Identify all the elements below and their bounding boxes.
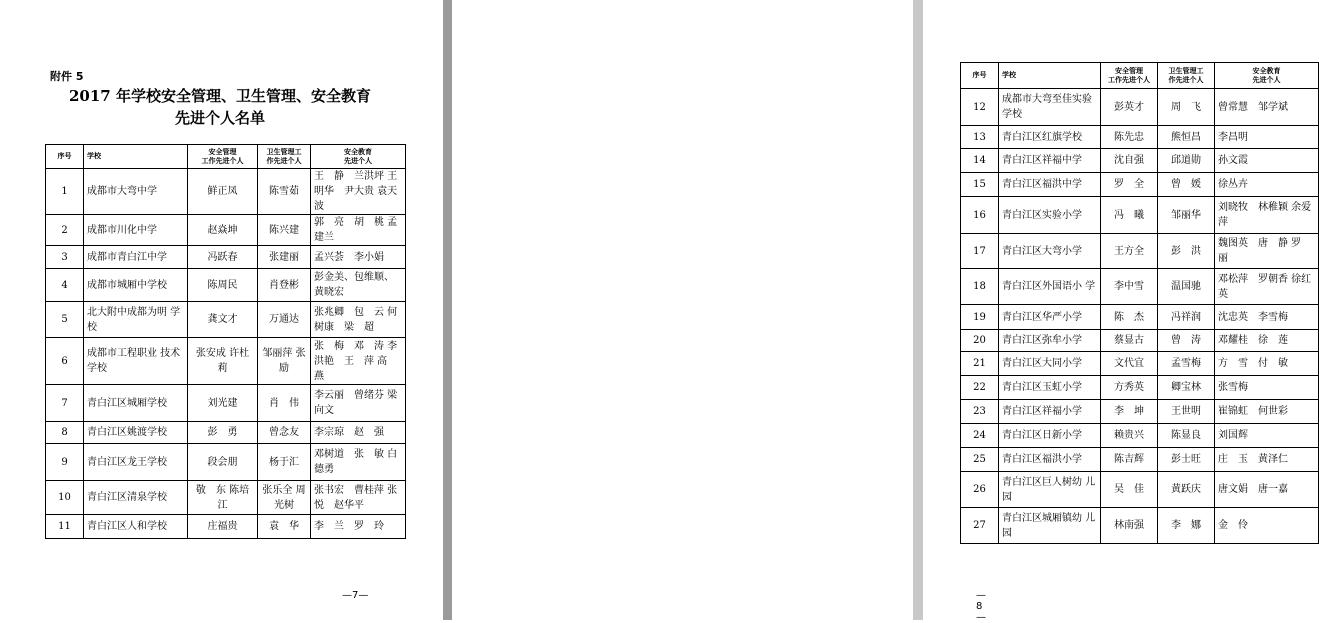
health-mgmt-person: 熊恒昌 [1158,126,1215,149]
safety-mgmt-person: 彭英才 [1101,89,1158,126]
health-mgmt-person: 陈显良 [1158,424,1215,448]
header-school: 学校 [84,145,188,169]
school-name: 青白江区玉虹小学 [999,376,1101,400]
school-name: 青白江区城厢学校 [84,385,188,422]
row-number: 17 [961,234,999,269]
health-mgmt-person: 杨于汇 [258,444,311,481]
school-name: 青白江区外国语小 学 [999,269,1101,305]
row-number: 4 [46,269,84,302]
safety-mgmt-person: 林南强 [1101,508,1158,544]
safety-mgmt-person: 刘光建 [188,385,258,422]
safety-edu-person: 李宗琼 赵 强 [311,422,406,444]
school-name: 青白江区实验小学 [999,197,1101,234]
school-name: 青白江区红旗学校 [999,126,1101,149]
table-row [961,352,1319,376]
school-name: 青白江区姚渡学校 [84,422,188,444]
table-row [961,330,1319,352]
table-body-page7 [46,169,406,539]
safety-mgmt-person: 陈 杰 [1101,305,1158,330]
safety-edu-person: 张兆卿 包 云 何树康 梁 超 [311,302,406,338]
health-mgmt-person: 肖登彬 [258,269,311,302]
health-mgmt-person: 彭士旺 [1158,448,1215,472]
page-number: —8— [976,590,986,623]
table-row [46,302,406,338]
safety-mgmt-person: 方秀英 [1101,376,1158,400]
health-mgmt-person: 曾 媛 [1158,173,1215,197]
health-mgmt-person: 张乐全 周光树 [258,481,311,515]
safety-edu-person: 彭金美、包维顺、 黄晓宏 [311,269,406,302]
document-title-line1: 2017 年学校安全管理、卫生管理、安全教育 [69,87,371,105]
safety-mgmt-person: 鲜正凤 [188,169,258,215]
safety-mgmt-person: 彭 勇 [188,422,258,444]
health-mgmt-person: 孟雪梅 [1158,352,1215,376]
table-row [46,385,406,422]
page-gap [443,0,452,620]
table-row [46,422,406,444]
table-row [961,269,1319,305]
row-number: 14 [961,149,999,173]
row-number: 24 [961,424,999,448]
school-name: 青白江区清泉学校 [84,481,188,515]
table-row [46,215,406,246]
header-safety-mgmt: 安全管理 工作先进个人 [188,145,258,169]
safety-mgmt-person: 张安成 许杜莉 [188,338,258,385]
school-name: 北大附中成都为明 学校 [84,302,188,338]
school-name: 青白江区福洪小学 [999,448,1101,472]
header-health-mgmt: 卫生管理工 作先进个人 [1158,63,1215,89]
table-row [961,234,1319,269]
safety-edu-person: 孙文霞 [1215,149,1319,173]
row-number: 1 [46,169,84,215]
table-row [961,126,1319,149]
row-number: 15 [961,173,999,197]
safety-edu-person: 曾常慧 邹学斌 [1215,89,1319,126]
table-header-row [961,63,1319,89]
health-mgmt-person: 邱道勋 [1158,149,1215,173]
school-name: 成都市大弯至佳实验 学校 [999,89,1101,126]
header-no: 序号 [46,145,84,169]
school-name: 青白江区人和学校 [84,515,188,539]
row-number: 2 [46,215,84,246]
health-mgmt-person: 黄跃庆 [1158,472,1215,508]
safety-mgmt-person: 赵焱坤 [188,215,258,246]
health-mgmt-person: 邹丽华 [1158,197,1215,234]
safety-edu-person: 王 静 兰洪坪 王明华 尹大贵 袁天波 [311,169,406,215]
school-name: 青白江区龙王学校 [84,444,188,481]
safety-edu-person: 郭 亮 胡 桃 孟建兰 [311,215,406,246]
school-name: 成都市大弯中学 [84,169,188,215]
safety-edu-person: 张书宏 曹桂萍 张 悦 赵华平 [311,481,406,515]
table-row [961,89,1319,126]
school-name: 青白江区大弯小学 [999,234,1101,269]
health-mgmt-person: 王世明 [1158,400,1215,424]
row-number: 16 [961,197,999,234]
row-number: 23 [961,400,999,424]
row-number: 18 [961,269,999,305]
table-row [961,472,1319,508]
safety-edu-person: 唐文娟 唐一嘉 [1215,472,1319,508]
table-row [46,481,406,515]
health-mgmt-person: 陈雪茹 [258,169,311,215]
table-row [46,269,406,302]
safety-mgmt-person: 李 坤 [1101,400,1158,424]
safety-mgmt-person: 沈自强 [1101,149,1158,173]
school-name: 青白江区巨人树幼 儿园 [999,472,1101,508]
row-number: 5 [46,302,84,338]
header-safety-edu: 安全教育 先进个人 [1215,63,1319,89]
safety-mgmt-person: 文代宜 [1101,352,1158,376]
school-name: 青白江区祥福中学 [999,149,1101,173]
row-number: 13 [961,126,999,149]
row-number: 26 [961,472,999,508]
row-number: 10 [46,481,84,515]
header-no: 序号 [961,63,999,89]
school-name: 青白江区华严小学 [999,305,1101,330]
safety-edu-person: 徐丛卉 [1215,173,1319,197]
row-number: 11 [46,515,84,539]
safety-mgmt-person: 龚文才 [188,302,258,338]
safety-edu-person: 邓耀桂 徐 莲 [1215,330,1319,352]
safety-edu-person: 邓松萍 罗朝香 徐红英 [1215,269,1319,305]
table-row [46,246,406,269]
safety-edu-person: 张 梅 邓 涛 李洪艳 王 萍 高 燕 [311,338,406,385]
school-name: 成都市青白江中学 [84,246,188,269]
safety-mgmt-person: 王方全 [1101,234,1158,269]
table-row [961,376,1319,400]
safety-mgmt-person: 吴 佳 [1101,472,1158,508]
table-row [961,197,1319,234]
header-safety-edu: 安全教育 先进个人 [311,145,406,169]
page-8 [452,0,1312,623]
health-mgmt-person: 万通达 [258,302,311,338]
safety-edu-person: 刘国辉 [1215,424,1319,448]
row-number: 25 [961,448,999,472]
health-mgmt-person: 卿宝林 [1158,376,1215,400]
health-mgmt-person: 温国驰 [1158,269,1215,305]
safety-mgmt-person: 陈吉辉 [1101,448,1158,472]
honor-table-page7 [45,144,406,539]
health-mgmt-person: 彭 洪 [1158,234,1215,269]
health-mgmt-person: 邹丽萍 张 励 [258,338,311,385]
safety-edu-person: 沈忠英 李雪梅 [1215,305,1319,330]
row-number: 7 [46,385,84,422]
page-7 [0,0,443,620]
school-name: 青白江区大同小学 [999,352,1101,376]
row-number: 27 [961,508,999,544]
school-name: 成都市城厢中学校 [84,269,188,302]
health-mgmt-person: 曾 涛 [1158,330,1215,352]
row-number: 8 [46,422,84,444]
health-mgmt-person: 肖 伟 [258,385,311,422]
health-mgmt-person: 周 飞 [1158,89,1215,126]
safety-mgmt-person: 陈先忠 [1101,126,1158,149]
safety-edu-person: 庄 玉 黄泽仁 [1215,448,1319,472]
table-row [961,448,1319,472]
safety-mgmt-person: 冯跃春 [188,246,258,269]
safety-mgmt-person: 蔡显古 [1101,330,1158,352]
safety-edu-person: 方 雪 付 敏 [1215,352,1319,376]
health-mgmt-person: 冯祥润 [1158,305,1215,330]
safety-mgmt-person: 李中雪 [1101,269,1158,305]
row-number: 12 [961,89,999,126]
table-row [46,515,406,539]
table-row [46,444,406,481]
document-title-line2: 先进个人名单 [174,109,265,127]
page-number: —7— [342,590,369,601]
honor-table-page8 [960,62,1319,544]
row-number: 19 [961,305,999,330]
health-mgmt-person: 曾念友 [258,422,311,444]
safety-edu-person: 刘晓牧 林稚颖 余爱萍 [1215,197,1319,234]
annex-label: 附件 5 [50,70,84,83]
school-name: 青白江区福洪中学 [999,173,1101,197]
safety-edu-person: 张雪梅 [1215,376,1319,400]
school-name: 成都市川化中学 [84,215,188,246]
safety-mgmt-person: 赖贵兴 [1101,424,1158,448]
safety-edu-person: 李昌明 [1215,126,1319,149]
header-school: 学校 [999,63,1101,89]
scroll-edge [913,0,923,620]
school-name: 青白江区日新小学 [999,424,1101,448]
safety-mgmt-person: 陈周民 [188,269,258,302]
table-row [46,338,406,385]
safety-edu-person: 金 伶 [1215,508,1319,544]
header-health-mgmt: 卫生管理工 作先进个人 [258,145,311,169]
table-body-page8 [961,89,1319,544]
school-name: 成都市工程职业 技术学校 [84,338,188,385]
row-number: 22 [961,376,999,400]
health-mgmt-person: 张建丽 [258,246,311,269]
table-row [961,305,1319,330]
row-number: 3 [46,246,84,269]
school-name: 青白江区城厢镇幼 儿园 [999,508,1101,544]
safety-edu-person: 李 兰 罗 玲 [311,515,406,539]
safety-mgmt-person: 段会朋 [188,444,258,481]
table-row [961,173,1319,197]
safety-mgmt-person: 敬 东 陈培江 [188,481,258,515]
row-number: 21 [961,352,999,376]
table-row [961,149,1319,173]
safety-edu-person: 邓树道 张 敏 白德勇 [311,444,406,481]
row-number: 20 [961,330,999,352]
table-header-row [46,145,406,169]
safety-mgmt-person: 冯 曦 [1101,197,1158,234]
safety-edu-person: 李云丽 曾绪芬 梁向文 [311,385,406,422]
safety-mgmt-person: 庄福贵 [188,515,258,539]
safety-edu-person: 孟兴荟 李小娟 [311,246,406,269]
safety-edu-person: 崔锦虹 何世彩 [1215,400,1319,424]
safety-mgmt-person: 罗 全 [1101,173,1158,197]
row-number: 6 [46,338,84,385]
header-safety-mgmt: 安全管理 工作先进个人 [1101,63,1158,89]
table-row [961,508,1319,544]
table-row [46,169,406,215]
safety-edu-person: 魏图英 唐 静 罗 丽 [1215,234,1319,269]
table-row [961,400,1319,424]
school-name: 青白江区弥牟小学 [999,330,1101,352]
health-mgmt-person: 袁 华 [258,515,311,539]
school-name: 青白江区祥福小学 [999,400,1101,424]
health-mgmt-person: 陈兴建 [258,215,311,246]
row-number: 9 [46,444,84,481]
health-mgmt-person: 李 娜 [1158,508,1215,544]
table-row [961,424,1319,448]
